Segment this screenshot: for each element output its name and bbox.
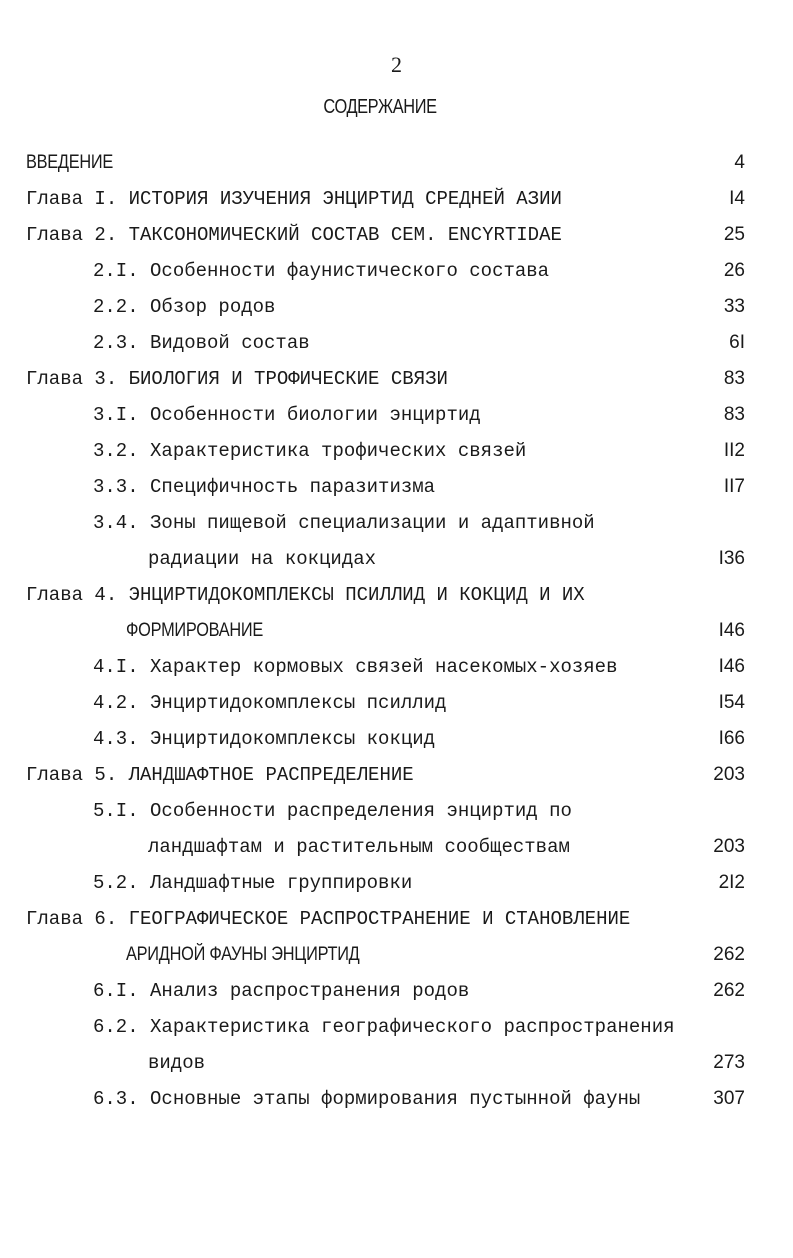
toc-page-number: 307 <box>713 1088 745 1109</box>
toc-entry-section <box>93 292 275 322</box>
toc-entry-text: ландшафтам и растительным сообществам <box>148 836 570 858</box>
toc-entry-text: Глава 6. ГЕОГРАФИЧЕСКОЕ РАСПРОСТРАНЕНИЕ И СТАНОВЛЕНИЕ <box>26 908 631 930</box>
toc-entry-chapter-3 <box>26 364 448 394</box>
toc-entry-section <box>93 1084 640 1114</box>
toc-entry-text: видов <box>148 1052 206 1074</box>
toc-entry-text: Глава 5. ЛАНДШАФТНОЕ РАСПРЕДЕЛЕНИЕ <box>26 764 414 786</box>
toc-page-number: 203 <box>713 764 745 785</box>
toc-entry-text: 3.4. Зоны пищевой специализации и адаптивной <box>93 512 595 534</box>
toc-entry-text: радиации на кокцидах <box>148 548 377 570</box>
toc-page-number: 4 <box>734 152 745 173</box>
toc-entry-section <box>93 256 549 286</box>
toc-page-number: 2I2 <box>718 872 745 893</box>
toc-page-number: 6I <box>729 332 745 353</box>
toc-page-number: 262 <box>713 944 745 965</box>
toc-entry-section <box>93 472 435 502</box>
toc-entry-section <box>93 652 618 682</box>
toc-entry-chapter-1 <box>26 184 562 214</box>
toc-entry-text: 3.I. Особенности биологии энциртид <box>93 404 481 426</box>
toc-entry-text: АРИДНОЙ ФАУНЫ ЭНЦИРТИД <box>126 944 360 965</box>
toc-page-number: 25 <box>723 224 745 245</box>
toc-entry-section <box>93 796 572 826</box>
toc-page-number: I54 <box>718 692 745 713</box>
toc-entry-text: 6.I. Анализ распространения родов <box>93 980 470 1002</box>
toc-entry-introduction <box>26 148 127 178</box>
toc-page-number: 83 <box>723 368 745 389</box>
toc-entry-text: Глава 2. ТАКСОНОМИЧЕСКИЙ СОСТАВ СЕМ. ENCYRTIDAE <box>26 224 562 246</box>
toc-entry-text: ФОРМИРОВАНИЕ <box>126 620 264 641</box>
page-title: СОДЕРЖАНИЕ <box>323 96 437 118</box>
toc-entry-text: 4.I. Характер кормовых связей насекомых-хозяев <box>93 656 618 678</box>
toc-entry-text: 2.3. Видовой состав <box>93 332 310 354</box>
toc-entry-chapter-5 <box>26 760 414 790</box>
toc-entry-text: 3.3. Специфичность паразитизма <box>93 476 436 498</box>
toc-entry-continuation <box>148 1048 205 1078</box>
toc-entry-chapter-6 <box>26 904 630 934</box>
toc-entry-section <box>93 724 435 754</box>
toc-entry-section <box>93 328 310 358</box>
toc-entry-text: Глава I. ИСТОРИЯ ИЗУЧЕНИЯ ЭНЦИРТИД СРЕДНЕЙ АЗИИ <box>26 188 562 210</box>
toc-page-number: 83 <box>723 404 745 425</box>
toc-page-number: 203 <box>713 836 745 857</box>
toc-entry-text: 5.2. Ландшафтные группировки <box>93 872 413 894</box>
toc-page-number: 33 <box>723 296 745 317</box>
toc-entry-text: Глава 4. ЭНЦИРТИДОКОМПЛЕКСЫ ПСИЛЛИД И КОКЦИД И ИХ <box>26 584 585 606</box>
toc-entry-continuation <box>126 616 285 646</box>
toc-page-number: I46 <box>718 620 745 641</box>
toc-entry-section <box>93 436 526 466</box>
toc-page-number: 273 <box>713 1052 745 1073</box>
toc-page-number: II2 <box>723 440 745 461</box>
toc-entry-section <box>93 508 595 538</box>
toc-entry-continuation <box>148 544 376 574</box>
toc-entry-chapter-4 <box>26 580 585 610</box>
toc-entry-section <box>93 1012 675 1042</box>
toc-page-number: 26 <box>723 260 745 281</box>
toc-entry-section <box>93 400 481 430</box>
toc-page-number: II7 <box>723 476 745 497</box>
toc-entry-text: 6.3. Основные этапы формирования пустынной фауны <box>93 1088 641 1110</box>
toc-entry-text: 3.2. Характеристика трофических связей <box>93 440 527 462</box>
toc-entry-section <box>93 868 412 898</box>
toc-entry-continuation <box>126 940 398 970</box>
page-number: 2 <box>391 52 402 77</box>
toc-entry-text: 5.I. Особенности распределения энциртид по <box>93 800 572 822</box>
toc-entry-text: 6.2. Характеристика географического распространения <box>93 1016 675 1038</box>
toc-entry-continuation <box>148 832 570 862</box>
toc-entry-text: 2.2. Обзор родов <box>93 296 276 318</box>
toc-page-number: I4 <box>729 188 745 209</box>
toc-entry-text: 4.3. Энциртидокомплексы кокцид <box>93 728 436 750</box>
toc-page-number: 262 <box>713 980 745 1001</box>
toc-entry-text: 4.2. Энциртидокомплексы псиллид <box>93 692 447 714</box>
toc-entry-text: 2.I. Особенности фаунистического состава <box>93 260 550 282</box>
toc-page-number: I36 <box>718 548 745 569</box>
toc-entry-text: Глава 3. БИОЛОГИЯ И ТРОФИЧЕСКИЕ СВЯЗИ <box>26 368 448 390</box>
toc-entry-section <box>93 688 446 718</box>
toc-entry-section <box>93 976 469 1006</box>
toc-page-number: I66 <box>718 728 745 749</box>
toc-entry-chapter-2 <box>26 220 562 250</box>
toc-page-number: I46 <box>718 656 745 677</box>
toc-entry-text: ВВЕДЕНИЕ <box>26 152 114 173</box>
